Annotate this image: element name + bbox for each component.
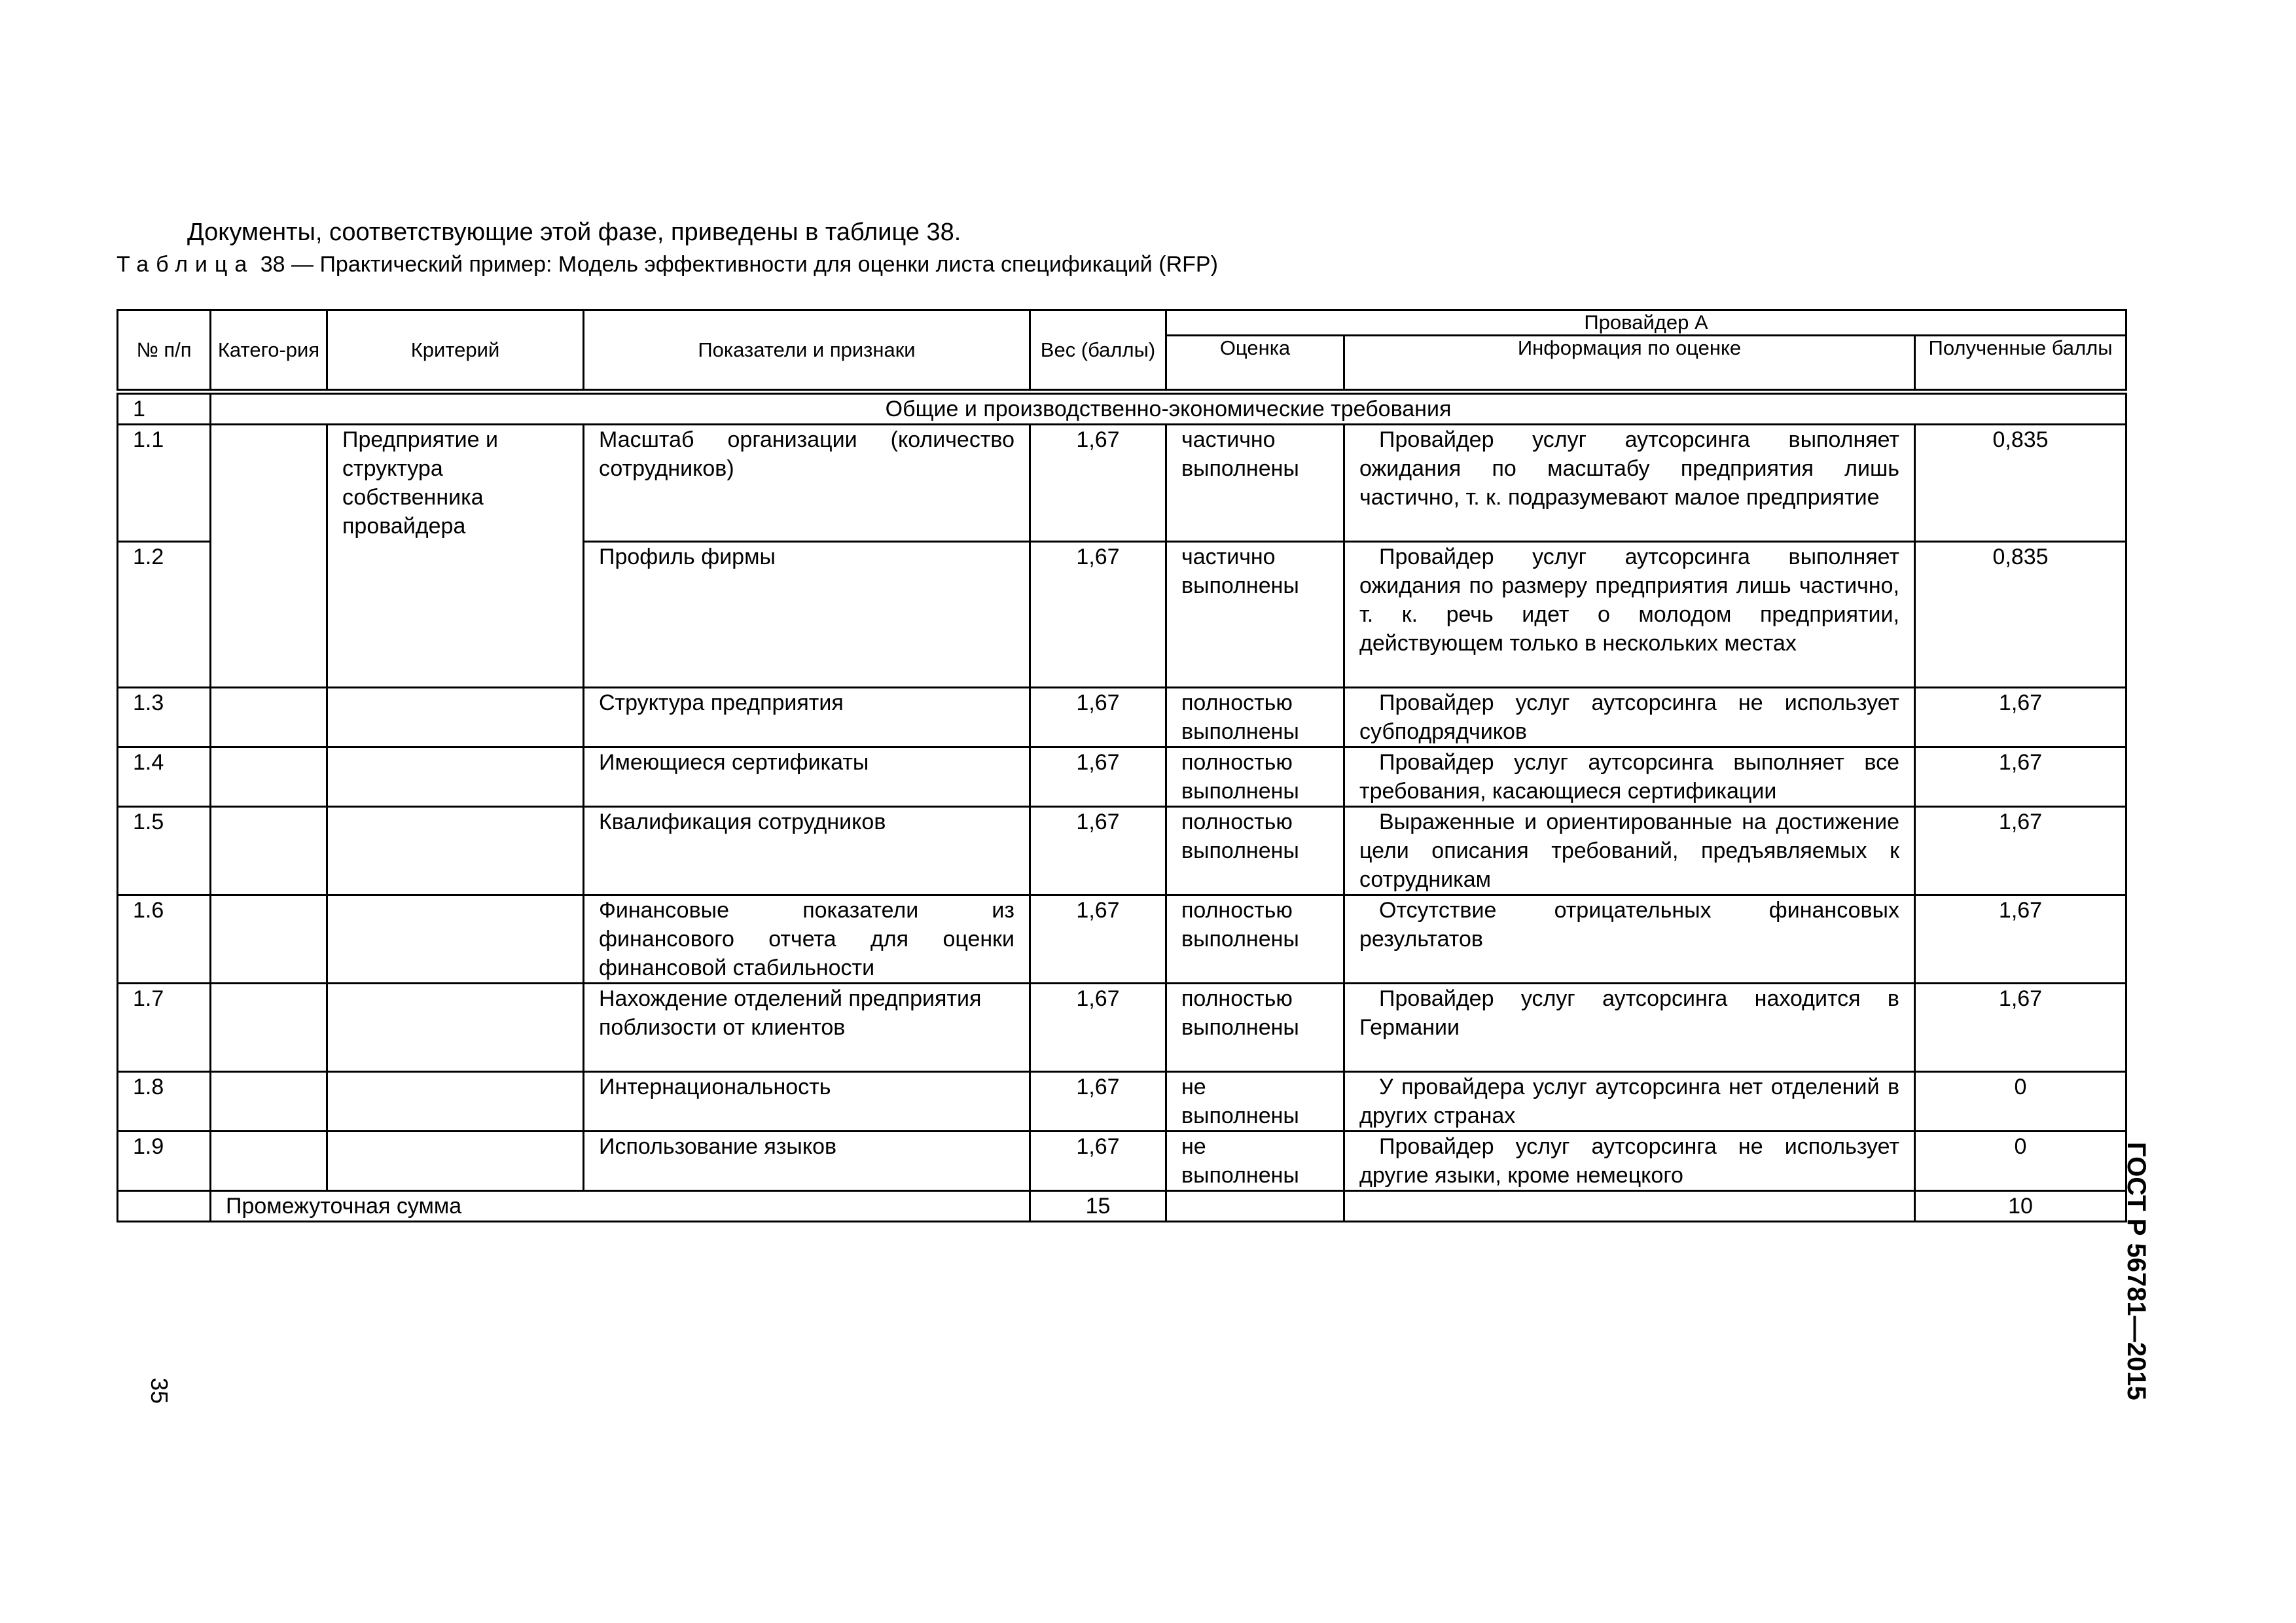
cell-indicator: Квалификация сотрудников	[584, 807, 1030, 895]
table-row-section	[118, 392, 2126, 425]
cell-weight: 1,67	[1030, 425, 1166, 542]
standard-designation: ГОСТ Р 56781—2015	[2122, 1142, 2151, 1400]
cell-info: Провайдер услуг аутсорсинга находится в Германии	[1344, 984, 1915, 1072]
evaluation-table	[117, 309, 2127, 1222]
cell-weight: 1,67	[1030, 747, 1166, 807]
table-row-subtotal	[118, 1191, 2126, 1222]
header-indicators: Показатели и признаки	[584, 310, 1030, 392]
table-row	[118, 807, 2126, 895]
cell-num: 1	[118, 392, 211, 425]
header-category: Катего-рия	[211, 310, 327, 392]
cell-weight: 1,67	[1030, 1072, 1166, 1132]
cell-category	[211, 984, 327, 1072]
cell-score: 1,67	[1915, 688, 2126, 747]
cell-num	[118, 1191, 211, 1222]
cell-info: Провайдер услуг аутсорсинга выполняет ожидания по размеру предприятия лишь частично, т. к. речь идет о молодом предприятии, действующем только в нескольких местах	[1344, 542, 1915, 688]
cell-score: 1,67	[1915, 984, 2126, 1072]
cell-subtotal-label: Промежуточная сумма	[211, 1191, 1030, 1222]
cell-indicator: Имеющиеся сертификаты	[584, 747, 1030, 807]
cell-assessment: не выполнены	[1166, 1072, 1344, 1132]
cell-subtotal-weight: 15	[1030, 1191, 1166, 1222]
cell-score: 1,67	[1915, 747, 2126, 807]
cell-indicator: Профиль фирмы	[584, 542, 1030, 688]
cell-num: 1.4	[118, 747, 211, 807]
cell-indicator: Использование языков	[584, 1132, 1030, 1191]
cell-num: 1.1	[118, 425, 211, 542]
cell-weight: 1,67	[1030, 542, 1166, 688]
header-criterion: Критерий	[327, 310, 584, 392]
table-row	[118, 895, 2126, 984]
cell-score: 0	[1915, 1132, 2126, 1191]
cell-score: 0,835	[1915, 425, 2126, 542]
cell-weight: 1,67	[1030, 895, 1166, 984]
cell-num: 1.8	[118, 1072, 211, 1132]
cell-category	[211, 1072, 327, 1132]
cell-weight: 1,67	[1030, 807, 1166, 895]
cell-info: У провайдера услуг аутсорсинга нет отделений в других странах	[1344, 1072, 1915, 1132]
cell-criterion	[327, 1132, 584, 1191]
cell-criterion	[327, 895, 584, 984]
cell-assessment: полностью выполнены	[1166, 895, 1344, 984]
cell-num: 1.7	[118, 984, 211, 1072]
table-row	[118, 747, 2126, 807]
table-caption-label: Таблица	[117, 252, 255, 277]
cell-indicator: Интернациональность	[584, 1072, 1030, 1132]
header-info: Информация по оценке	[1344, 336, 1915, 392]
table-row	[118, 1132, 2126, 1191]
cell-assessment: частично выполнены	[1166, 542, 1344, 688]
cell-indicator: Финансовые показатели из финансового отчета для оценки финансовой стабильности	[584, 895, 1030, 984]
cell-category	[211, 425, 327, 688]
cell-num: 1.6	[118, 895, 211, 984]
cell-weight: 1,67	[1030, 984, 1166, 1072]
cell-score: 1,67	[1915, 895, 2126, 984]
cell-score: 1,67	[1915, 807, 2126, 895]
intro-paragraph: Документы, соответствующие этой фазе, приведены в таблице 38.	[187, 219, 961, 246]
cell-info: Провайдер услуг аутсорсинга выполняет ожидания по масштабу предприятия лишь частично, т. к. подразумевают малое предприятие	[1344, 425, 1915, 542]
cell-assessment: полностью выполнены	[1166, 984, 1344, 1072]
cell-info: Отсутствие отрицательных финансовых результатов	[1344, 895, 1915, 984]
cell-indicator: Структура предприятия	[584, 688, 1030, 747]
cell-assessment: частично выполнены	[1166, 425, 1344, 542]
cell-assessment: полностью выполнены	[1166, 747, 1344, 807]
cell-category	[211, 807, 327, 895]
cell-criterion	[327, 984, 584, 1072]
cell-info: Провайдер услуг аутсорсинга не использует субподрядчиков	[1344, 688, 1915, 747]
cell-num: 1.9	[118, 1132, 211, 1191]
header-weight: Вес (баллы)	[1030, 310, 1166, 392]
cell-info	[1344, 1191, 1915, 1222]
table-caption	[117, 251, 1218, 278]
cell-info: Провайдер услуг аутсорсинга не использует другие языки, кроме немецкого	[1344, 1132, 1915, 1191]
table-row	[118, 1072, 2126, 1132]
table-row	[118, 984, 2126, 1072]
cell-weight: 1,67	[1030, 1132, 1166, 1191]
cell-assessment: полностью выполнены	[1166, 688, 1344, 747]
cell-indicator: Нахождение отделений предприятия поблизости от клиентов	[584, 984, 1030, 1072]
cell-assessment: не выполнены	[1166, 1132, 1344, 1191]
cell-info: Выраженные и ориентированные на достижение цели описания требований, предъявляемых к сотрудникам	[1344, 807, 1915, 895]
cell-score: 0	[1915, 1072, 2126, 1132]
header-provider: Провайдер А	[1166, 310, 2126, 336]
cell-num: 1.5	[118, 807, 211, 895]
table-row	[118, 425, 2126, 542]
cell-criterion: Предприятие и структура собственника провайдера	[327, 425, 584, 688]
table-header	[118, 310, 2126, 392]
cell-score: 0,835	[1915, 542, 2126, 688]
cell-section-title: Общие и производственно-экономические требования	[211, 392, 2126, 425]
cell-category	[211, 688, 327, 747]
cell-num: 1.3	[118, 688, 211, 747]
cell-weight: 1,67	[1030, 688, 1166, 747]
header-num: № п/п	[118, 310, 211, 392]
cell-criterion	[327, 747, 584, 807]
cell-subtotal-score: 10	[1915, 1191, 2126, 1222]
cell-criterion	[327, 688, 584, 747]
table-row	[118, 688, 2126, 747]
header-assessment: Оценка	[1166, 336, 1344, 392]
header-score: Полученные баллы	[1915, 336, 2126, 392]
cell-criterion	[327, 807, 584, 895]
cell-category	[211, 747, 327, 807]
cell-assessment	[1166, 1191, 1344, 1222]
cell-category	[211, 895, 327, 984]
cell-num: 1.2	[118, 542, 211, 688]
cell-indicator: Масштаб организации (количество сотрудников)	[584, 425, 1030, 542]
cell-assessment: полностью выполнены	[1166, 807, 1344, 895]
table-caption-text: 38 — Практический пример: Модель эффективности для оценки листа спецификаций (RFP)	[254, 252, 1218, 277]
cell-info: Провайдер услуг аутсорсинга выполняет все требования, касающиеся сертификации	[1344, 747, 1915, 807]
page-number: 35	[146, 1378, 173, 1404]
cell-category	[211, 1132, 327, 1191]
cell-criterion	[327, 1072, 584, 1132]
